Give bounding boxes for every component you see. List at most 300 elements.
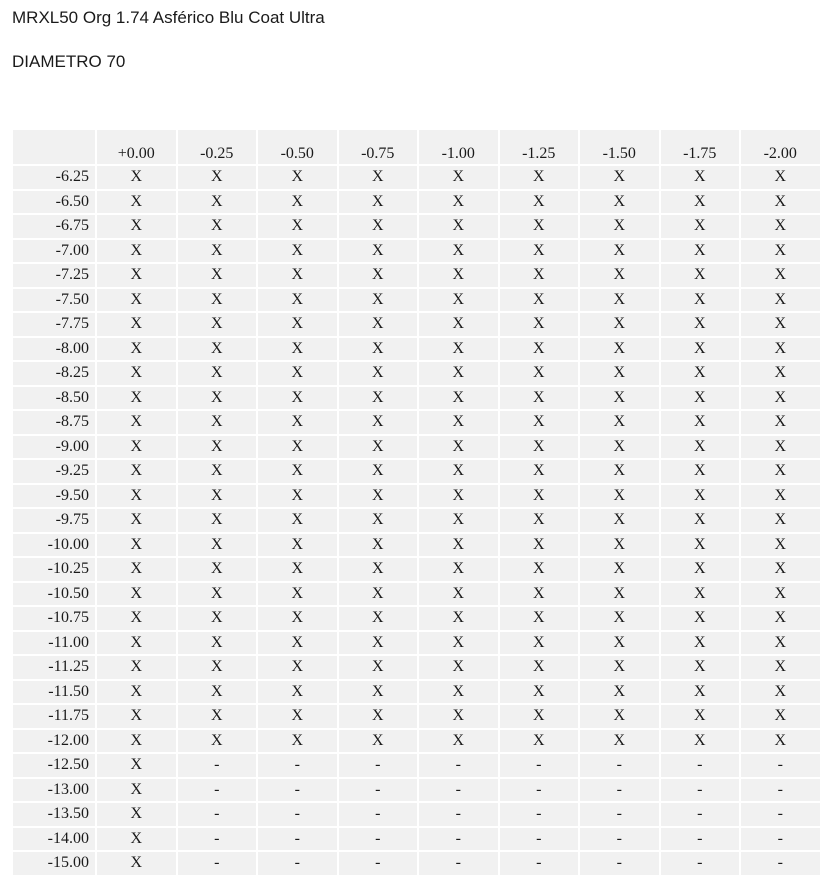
availability-cell: X (500, 166, 579, 189)
availability-cell: X (178, 632, 257, 655)
availability-cell: X (178, 289, 257, 312)
availability-cell: X (258, 289, 337, 312)
row-header: -11.50 (13, 681, 95, 704)
availability-cell: X (339, 191, 418, 214)
availability-cell: X (419, 240, 498, 263)
table-row (13, 240, 820, 263)
availability-cell: X (419, 289, 498, 312)
availability-cell: X (97, 436, 176, 459)
availability-cell: X (500, 362, 579, 385)
column-header: +0.00 (97, 130, 176, 164)
table-row (13, 313, 820, 336)
table-row (13, 362, 820, 385)
row-header: -11.00 (13, 632, 95, 655)
availability-cell: X (258, 632, 337, 655)
availability-cell: X (339, 436, 418, 459)
availability-cell: - (661, 852, 740, 875)
row-header: -13.00 (13, 779, 95, 802)
availability-cell: X (178, 166, 257, 189)
availability-cell: X (97, 460, 176, 483)
diameter-subtitle: DIAMETRO 70 (12, 52, 126, 71)
availability-cell: X (500, 411, 579, 434)
table-row (13, 191, 820, 214)
availability-cell: X (178, 558, 257, 581)
table-body (13, 166, 820, 875)
availability-cell: - (661, 779, 740, 802)
availability-cell: X (97, 730, 176, 753)
row-header: -11.25 (13, 656, 95, 679)
availability-cell: - (661, 828, 740, 851)
availability-cell: X (97, 485, 176, 508)
availability-cell: X (500, 460, 579, 483)
availability-cell: X (580, 338, 659, 361)
availability-cell: X (339, 705, 418, 728)
row-header: -10.50 (13, 583, 95, 606)
column-header: -1.50 (580, 130, 659, 164)
availability-cell: X (419, 509, 498, 532)
availability-cell: X (178, 264, 257, 287)
row-header: -7.25 (13, 264, 95, 287)
availability-cell: X (97, 362, 176, 385)
availability-cell: X (97, 632, 176, 655)
availability-cell: X (419, 656, 498, 679)
availability-cell: X (97, 607, 176, 630)
availability-cell: X (661, 460, 740, 483)
availability-cell: X (661, 191, 740, 214)
availability-cell: X (419, 607, 498, 630)
availability-cell: - (500, 852, 579, 875)
row-header: -8.25 (13, 362, 95, 385)
availability-cell: X (178, 681, 257, 704)
availability-cell: X (580, 289, 659, 312)
table-row (13, 215, 820, 238)
column-header: -1.00 (419, 130, 498, 164)
availability-cell: X (419, 558, 498, 581)
availability-cell: X (741, 166, 820, 189)
row-header: -8.75 (13, 411, 95, 434)
availability-cell: X (97, 828, 176, 851)
availability-cell: X (741, 362, 820, 385)
availability-cell: X (741, 264, 820, 287)
availability-cell: X (500, 509, 579, 532)
availability-cell: X (339, 460, 418, 483)
availability-cell: X (419, 166, 498, 189)
availability-cell: X (741, 240, 820, 263)
availability-cell: X (500, 289, 579, 312)
availability-cell: X (339, 387, 418, 410)
availability-cell: X (661, 362, 740, 385)
availability-cell: X (258, 607, 337, 630)
availability-cell: X (741, 460, 820, 483)
availability-cell: X (339, 240, 418, 263)
availability-cell: X (339, 338, 418, 361)
availability-cell: X (580, 730, 659, 753)
availability-cell: X (741, 656, 820, 679)
row-header: -9.50 (13, 485, 95, 508)
availability-cell: X (741, 632, 820, 655)
availability-cell: - (661, 803, 740, 826)
availability-cell: - (580, 803, 659, 826)
availability-cell: X (339, 313, 418, 336)
availability-cell: - (178, 852, 257, 875)
availability-cell: X (178, 485, 257, 508)
availability-cell: X (580, 509, 659, 532)
availability-cell: X (258, 411, 337, 434)
availability-cell: X (661, 215, 740, 238)
availability-cell: X (741, 583, 820, 606)
availability-cell: X (500, 705, 579, 728)
row-header: -6.75 (13, 215, 95, 238)
availability-cell: X (661, 583, 740, 606)
table-row (13, 338, 820, 361)
availability-cell: X (419, 362, 498, 385)
availability-cell: - (339, 852, 418, 875)
availability-cell: - (741, 828, 820, 851)
availability-cell: X (97, 852, 176, 875)
availability-cell: X (500, 681, 579, 704)
availability-cell: X (178, 191, 257, 214)
availability-cell: - (500, 803, 579, 826)
availability-cell: X (500, 215, 579, 238)
table-row (13, 436, 820, 459)
availability-cell: X (500, 583, 579, 606)
availability-cell: X (661, 411, 740, 434)
availability-cell: X (419, 215, 498, 238)
availability-cell: X (419, 681, 498, 704)
row-header: -8.00 (13, 338, 95, 361)
availability-cell: X (258, 583, 337, 606)
availability-cell: X (500, 240, 579, 263)
availability-cell: X (339, 362, 418, 385)
availability-cell: - (580, 852, 659, 875)
availability-cell: X (741, 289, 820, 312)
row-header: -6.25 (13, 166, 95, 189)
availability-cell: - (500, 779, 579, 802)
availability-cell: X (661, 534, 740, 557)
availability-cell: X (419, 264, 498, 287)
column-header: -1.25 (500, 130, 579, 164)
table-row (13, 166, 820, 189)
table-corner-cell (13, 130, 95, 164)
availability-cell: X (258, 191, 337, 214)
availability-cell: X (419, 313, 498, 336)
availability-cell: X (419, 338, 498, 361)
availability-cell: X (661, 558, 740, 581)
availability-cell: X (258, 534, 337, 557)
availability-cell: X (741, 485, 820, 508)
row-header: -12.50 (13, 754, 95, 777)
table-row (13, 681, 820, 704)
availability-cell: X (500, 632, 579, 655)
availability-cell: - (339, 754, 418, 777)
availability-cell: X (580, 558, 659, 581)
availability-cell: X (258, 166, 337, 189)
row-header: -6.50 (13, 191, 95, 214)
availability-cell: X (258, 656, 337, 679)
availability-cell: X (178, 583, 257, 606)
availability-cell: X (419, 534, 498, 557)
table-row (13, 803, 820, 826)
availability-cell: X (178, 387, 257, 410)
table-header-row (13, 130, 820, 164)
table-row (13, 411, 820, 434)
availability-cell: X (339, 215, 418, 238)
availability-cell: X (741, 411, 820, 434)
availability-cell: X (178, 215, 257, 238)
availability-cell: - (339, 779, 418, 802)
availability-cell: X (580, 436, 659, 459)
availability-cell: X (258, 240, 337, 263)
column-header: -1.75 (661, 130, 740, 164)
table-row (13, 583, 820, 606)
table-row (13, 558, 820, 581)
availability-cell: X (258, 362, 337, 385)
row-header: -15.00 (13, 852, 95, 875)
table-row (13, 485, 820, 508)
availability-cell: X (258, 313, 337, 336)
table-row (13, 730, 820, 753)
availability-cell: X (97, 240, 176, 263)
availability-cell: X (741, 607, 820, 630)
row-header: -11.75 (13, 705, 95, 728)
table-row (13, 387, 820, 410)
table-row (13, 852, 820, 875)
availability-cell: - (178, 828, 257, 851)
availability-cell: - (419, 828, 498, 851)
availability-cell: X (661, 656, 740, 679)
row-header: -7.50 (13, 289, 95, 312)
availability-cell: X (500, 607, 579, 630)
availability-cell: X (258, 485, 337, 508)
availability-cell: X (661, 313, 740, 336)
row-header: -7.75 (13, 313, 95, 336)
table-row (13, 705, 820, 728)
availability-cell: X (178, 509, 257, 532)
availability-cell: X (580, 681, 659, 704)
availability-cell: X (339, 166, 418, 189)
availability-cell: X (580, 607, 659, 630)
availability-cell: - (741, 803, 820, 826)
availability-cell: X (258, 387, 337, 410)
row-header: -14.00 (13, 828, 95, 851)
availability-cell: X (178, 705, 257, 728)
availability-cell: - (419, 803, 498, 826)
availability-cell: X (661, 485, 740, 508)
availability-cell: X (178, 534, 257, 557)
table-row (13, 656, 820, 679)
row-header: -12.00 (13, 730, 95, 753)
availability-cell: X (419, 632, 498, 655)
availability-cell: X (258, 681, 337, 704)
availability-cell: X (97, 583, 176, 606)
availability-cell: X (258, 264, 337, 287)
row-header: -8.50 (13, 387, 95, 410)
availability-cell: X (661, 681, 740, 704)
column-header: -0.50 (258, 130, 337, 164)
table-row (13, 632, 820, 655)
availability-cell: X (97, 338, 176, 361)
availability-cell: X (580, 705, 659, 728)
availability-cell: X (580, 411, 659, 434)
availability-cell: X (258, 460, 337, 483)
availability-cell: - (580, 779, 659, 802)
availability-cell: X (661, 607, 740, 630)
availability-cell: X (741, 534, 820, 557)
availability-cell: X (500, 191, 579, 214)
table-row (13, 828, 820, 851)
availability-cell: X (419, 460, 498, 483)
availability-cell: - (258, 754, 337, 777)
page-title: MRXL50 Org 1.74 Asférico Blu Coat Ultra (12, 8, 325, 27)
availability-cell: X (500, 436, 579, 459)
availability-cell: X (741, 191, 820, 214)
availability-cell: X (661, 705, 740, 728)
availability-cell: X (97, 166, 176, 189)
availability-cell: X (661, 338, 740, 361)
availability-cell: X (741, 681, 820, 704)
availability-cell: X (339, 289, 418, 312)
availability-cell: X (97, 313, 176, 336)
availability-cell: X (178, 607, 257, 630)
availability-cell: X (661, 436, 740, 459)
availability-cell: X (178, 656, 257, 679)
availability-cell: X (339, 681, 418, 704)
column-header: -0.25 (178, 130, 257, 164)
row-header: -9.25 (13, 460, 95, 483)
availability-cell: X (419, 191, 498, 214)
availability-cell: X (258, 705, 337, 728)
availability-cell: X (741, 509, 820, 532)
availability-cell: X (500, 313, 579, 336)
availability-cell: X (97, 779, 176, 802)
row-header: -10.25 (13, 558, 95, 581)
availability-cell: - (500, 754, 579, 777)
column-header: -0.75 (339, 130, 418, 164)
availability-cell: X (419, 387, 498, 410)
availability-cell: X (97, 387, 176, 410)
availability-cell: X (97, 289, 176, 312)
availability-cell: X (580, 166, 659, 189)
availability-cell: X (178, 338, 257, 361)
availability-cell: X (258, 436, 337, 459)
row-header: -9.75 (13, 509, 95, 532)
availability-cell: X (258, 730, 337, 753)
availability-cell: X (178, 240, 257, 263)
availability-cell: X (258, 509, 337, 532)
availability-cell: X (661, 166, 740, 189)
availability-cell: X (580, 191, 659, 214)
availability-cell: X (419, 583, 498, 606)
availability-cell: X (339, 411, 418, 434)
availability-cell: X (339, 485, 418, 508)
availability-cell: - (741, 852, 820, 875)
availability-cell: X (580, 387, 659, 410)
availability-cell: X (741, 387, 820, 410)
availability-cell: - (741, 779, 820, 802)
availability-cell: X (97, 191, 176, 214)
availability-cell: X (178, 436, 257, 459)
table-row (13, 779, 820, 802)
availability-cell: X (258, 338, 337, 361)
availability-cell: X (500, 730, 579, 753)
availability-cell: X (741, 313, 820, 336)
availability-cell: X (500, 338, 579, 361)
availability-cell: X (661, 632, 740, 655)
availability-cell: - (258, 828, 337, 851)
availability-cell: - (419, 754, 498, 777)
availability-cell: - (339, 803, 418, 826)
availability-cell: X (741, 558, 820, 581)
availability-cell: X (580, 240, 659, 263)
availability-cell: X (419, 411, 498, 434)
availability-cell: X (661, 289, 740, 312)
availability-cell: X (580, 362, 659, 385)
availability-cell: X (661, 240, 740, 263)
availability-cell: X (580, 460, 659, 483)
availability-cell: - (258, 803, 337, 826)
availability-cell: X (500, 656, 579, 679)
availability-cell: X (178, 313, 257, 336)
availability-cell: X (580, 215, 659, 238)
availability-cell: X (661, 730, 740, 753)
availability-cell: X (97, 264, 176, 287)
table-row (13, 509, 820, 532)
availability-cell: X (97, 509, 176, 532)
availability-cell: - (419, 852, 498, 875)
availability-cell: X (741, 730, 820, 753)
availability-cell: X (97, 803, 176, 826)
availability-cell: - (419, 779, 498, 802)
table-row (13, 264, 820, 287)
availability-cell: X (580, 632, 659, 655)
availability-cell: - (500, 828, 579, 851)
availability-cell: X (339, 264, 418, 287)
availability-cell: X (500, 387, 579, 410)
availability-cell: X (580, 485, 659, 508)
row-header: -10.00 (13, 534, 95, 557)
availability-cell: X (258, 558, 337, 581)
availability-cell: X (339, 558, 418, 581)
row-header: -13.50 (13, 803, 95, 826)
table-row (13, 289, 820, 312)
availability-cell: X (741, 705, 820, 728)
availability-cell: X (97, 754, 176, 777)
availability-cell: - (258, 852, 337, 875)
availability-cell: X (339, 730, 418, 753)
availability-cell: - (258, 779, 337, 802)
availability-cell: X (97, 656, 176, 679)
availability-cell: X (339, 534, 418, 557)
availability-cell: X (580, 583, 659, 606)
availability-cell: X (500, 264, 579, 287)
availability-cell: X (580, 264, 659, 287)
availability-cell: X (580, 656, 659, 679)
availability-cell: X (500, 534, 579, 557)
availability-cell: - (339, 828, 418, 851)
table-row (13, 460, 820, 483)
availability-cell: X (741, 215, 820, 238)
availability-cell: X (178, 730, 257, 753)
row-header: -10.75 (13, 607, 95, 630)
availability-cell: - (178, 754, 257, 777)
availability-cell: X (97, 558, 176, 581)
availability-cell: X (97, 411, 176, 434)
availability-cell: X (97, 215, 176, 238)
availability-cell: - (580, 754, 659, 777)
availability-cell: X (661, 264, 740, 287)
column-header: -2.00 (741, 130, 820, 164)
availability-cell: X (258, 215, 337, 238)
